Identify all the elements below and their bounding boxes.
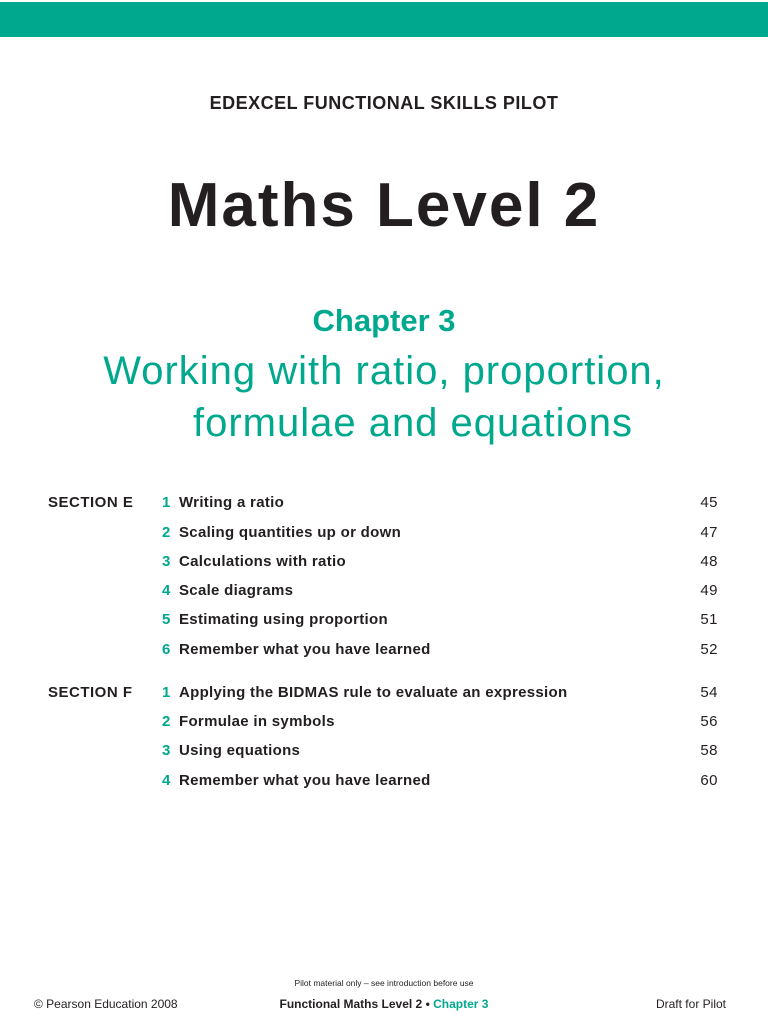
item-number: 6 <box>162 641 171 658</box>
item-page-number: 52 <box>700 641 718 658</box>
item-page-number: 51 <box>700 611 718 628</box>
item-number: 3 <box>162 553 171 570</box>
item-title: Scale diagrams <box>179 582 294 599</box>
item-page-number: 56 <box>700 713 718 730</box>
item-number: 4 <box>162 772 171 789</box>
item-title: Using equations <box>179 742 301 759</box>
chapter-title <box>0 345 768 449</box>
copyright-notice: © Pearson Education 2008 <box>34 997 178 1011</box>
item-page-number: 47 <box>700 524 718 541</box>
contents-item[interactable] <box>48 772 720 794</box>
item-title: Applying the BIDMAS rule to evaluate an expression <box>179 684 568 701</box>
contents-item[interactable] <box>48 742 720 764</box>
chapter-title-line-2: formulae and equations <box>192 401 634 445</box>
item-number: 4 <box>162 582 171 599</box>
item-title: Calculations with ratio <box>179 553 346 570</box>
chapter-title-line-1: Working with ratio, proportion, <box>103 349 665 393</box>
item-number: 2 <box>162 524 171 541</box>
item-page-number: 54 <box>700 684 718 701</box>
item-page-number: 58 <box>700 742 718 759</box>
item-title: Scaling quantities up or down <box>179 524 402 541</box>
contents-item[interactable] <box>48 684 720 706</box>
pilot-heading: EDEXCEL FUNCTIONAL SKILLS PILOT <box>209 93 559 113</box>
contents-item[interactable] <box>48 524 720 546</box>
section-label: SECTION E <box>48 494 134 511</box>
item-title: Estimating using proportion <box>179 611 388 628</box>
item-title: Writing a ratio <box>179 494 285 511</box>
contents-item[interactable] <box>48 494 720 516</box>
item-page-number: 48 <box>700 553 718 570</box>
contents-item[interactable] <box>48 553 720 575</box>
top-color-band <box>0 2 768 37</box>
item-number: 5 <box>162 611 171 628</box>
footer-book-name: Functional Maths Level 2 <box>279 997 423 1011</box>
item-number: 2 <box>162 713 171 730</box>
item-title: Remember what you have learned <box>179 772 431 789</box>
item-page-number: 45 <box>700 494 718 511</box>
item-page-number: 49 <box>700 582 718 599</box>
draft-status: Draft for Pilot <box>655 997 726 1011</box>
contents-item[interactable] <box>48 582 720 604</box>
section-label: SECTION F <box>48 684 133 701</box>
pilot-notice: Pilot material only – see introduction before use <box>294 978 474 988</box>
contents-item[interactable] <box>48 611 720 633</box>
chapter-label: Chapter 3 <box>312 303 456 338</box>
item-number: 3 <box>162 742 171 759</box>
footer-book-title <box>0 997 768 1011</box>
item-number: 1 <box>162 494 171 511</box>
contents-item[interactable] <box>48 713 720 735</box>
contents-item[interactable] <box>48 641 720 663</box>
page-title: Maths Level 2 <box>167 171 601 240</box>
item-title: Formulae in symbols <box>179 713 335 730</box>
item-title: Remember what you have learned <box>179 641 431 658</box>
footer-separator: • <box>425 997 430 1011</box>
item-page-number: 60 <box>700 772 718 789</box>
item-number: 1 <box>162 684 171 701</box>
footer-chapter: Chapter 3 <box>433 997 489 1011</box>
